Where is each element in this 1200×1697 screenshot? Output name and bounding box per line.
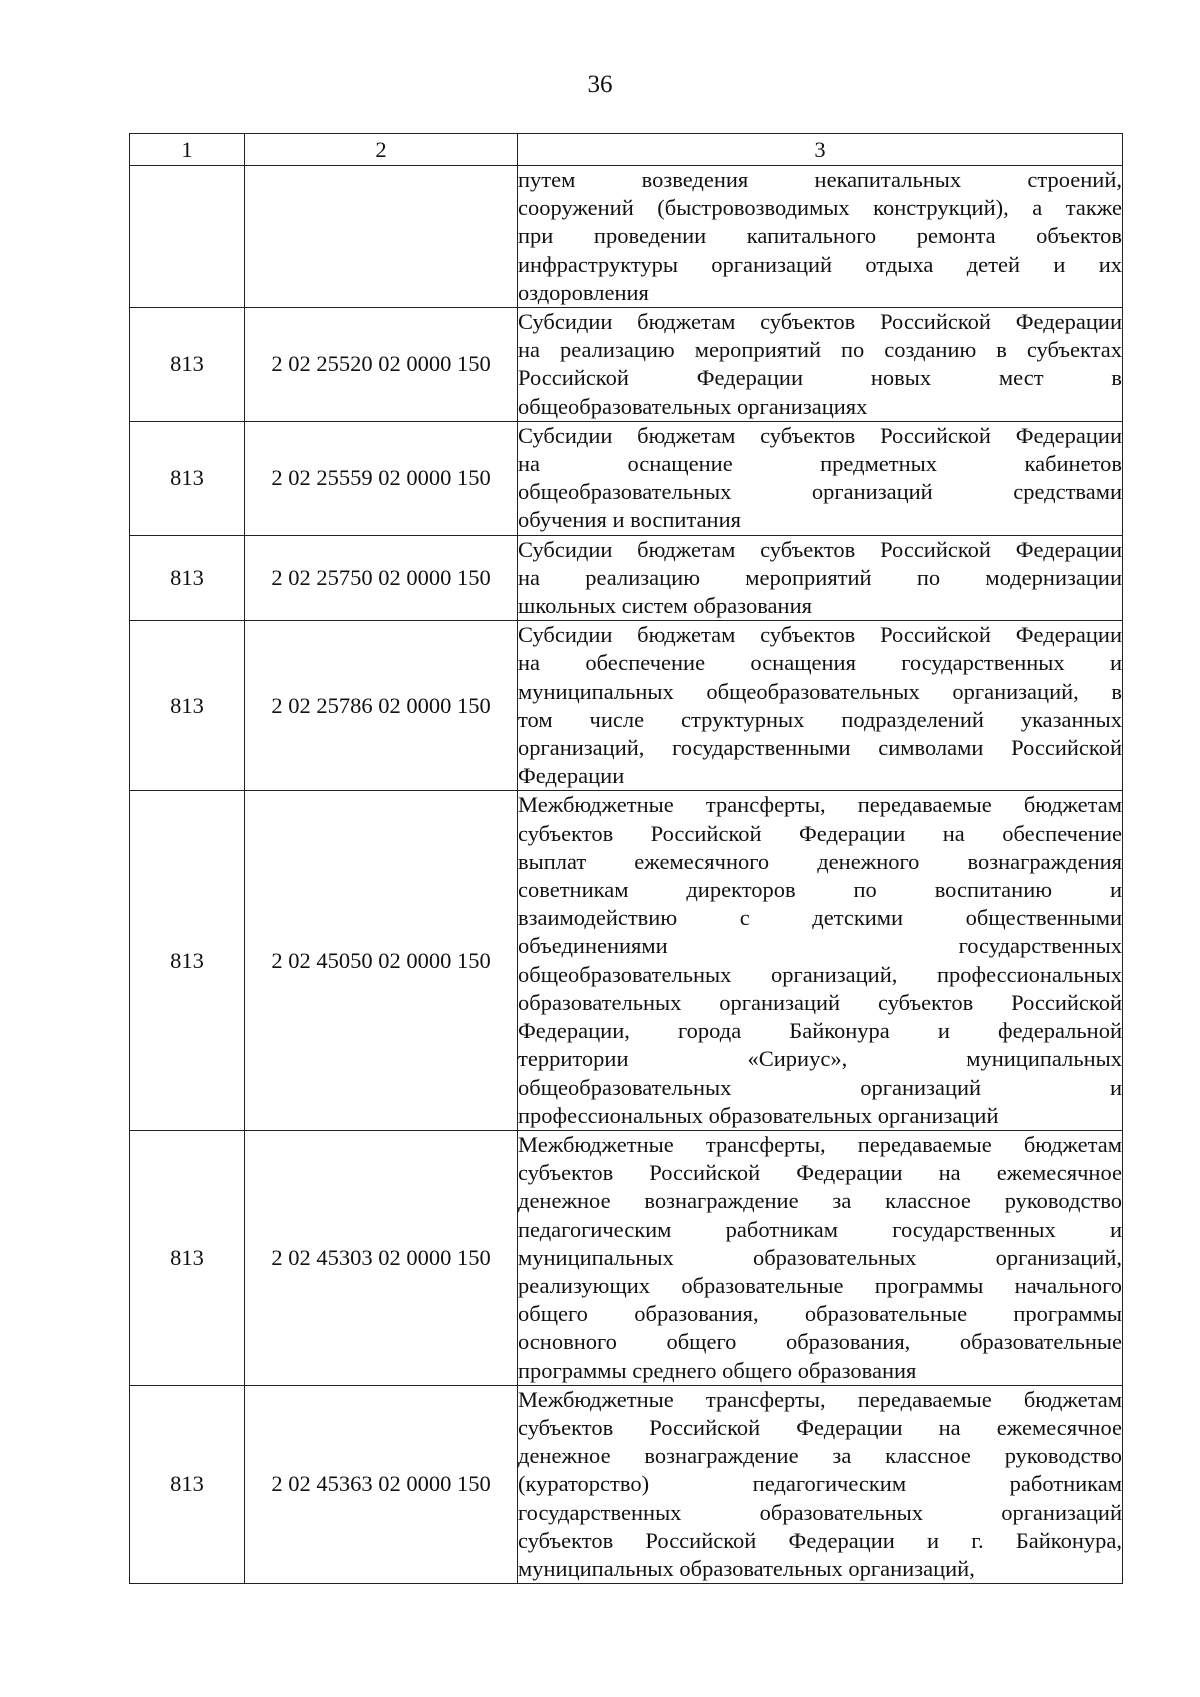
budget-code-cell	[245, 166, 518, 308]
description-line: сооружений (быстровозводимых конструкций), а также	[518, 195, 1122, 221]
description-line: Федерации, города Байконура и федеральной	[518, 1018, 1122, 1044]
description-line: обучения и воспитания	[518, 507, 741, 533]
header-col-3: 3	[518, 134, 1123, 166]
table-row	[130, 535, 1123, 621]
description-line: программы среднего общего образования	[518, 1357, 917, 1383]
admin-code-cell: 813	[130, 1385, 245, 1583]
budget-code-cell: 2 02 45303 02 0000 150	[245, 1130, 518, 1385]
table-row	[130, 166, 1123, 308]
description-line: государственных образовательных организаций	[518, 1499, 1122, 1525]
description-line: педагогическим работникам государственных и	[518, 1216, 1122, 1242]
description-line: выплат ежемесячного денежного вознаграждения	[518, 848, 1122, 874]
description-line: денежное вознаграждение за классное руководство	[518, 1443, 1122, 1469]
description-line: общеобразовательных организаций средствами	[518, 479, 1122, 505]
budget-code-cell: 2 02 45050 02 0000 150	[245, 791, 518, 1130]
budget-code-cell: 2 02 25559 02 0000 150	[245, 421, 518, 535]
admin-code-cell: 813	[130, 621, 245, 791]
description-line: взаимодействию с детскими общественными	[518, 905, 1122, 931]
description-line: Субсидии бюджетам субъектов Российской Федерации	[518, 422, 1122, 448]
description-line: муниципальных образовательных организаций,	[518, 1244, 1122, 1270]
admin-code-cell	[130, 166, 245, 308]
description-line: субъектов Российской Федерации и г. Байконура,	[518, 1527, 1122, 1553]
table-header-row	[130, 134, 1123, 166]
description-line: Межбюджетные трансферты, передаваемые бюджетам	[518, 1386, 1122, 1412]
admin-code-cell: 813	[130, 421, 245, 535]
description-line: денежное вознаграждение за классное руководство	[518, 1188, 1122, 1214]
admin-code-cell: 813	[130, 535, 245, 621]
description-line: при проведении капитального ремонта объектов	[518, 223, 1122, 249]
description-line: на обеспечение оснащения государственных и	[518, 650, 1122, 676]
description-line: муниципальных общеобразовательных организаций, в	[518, 678, 1122, 704]
description-line: Субсидии бюджетам субъектов Российской Федерации	[518, 536, 1122, 562]
description-cell	[518, 1130, 1123, 1385]
description-line: школьных систем образования	[518, 593, 812, 619]
budget-code-cell: 2 02 25520 02 0000 150	[245, 308, 518, 422]
admin-code-cell: 813	[130, 1130, 245, 1385]
description-line: муниципальных образовательных организаций,	[518, 1555, 975, 1581]
description-line: профессиональных образовательных организаций	[518, 1102, 999, 1128]
description-line: Федерации	[518, 763, 625, 789]
budget-classification-table	[129, 133, 1123, 1584]
description-line: субъектов Российской Федерации на ежемесячное	[518, 1160, 1122, 1186]
description-line: Российской Федерации новых мест в	[518, 365, 1122, 391]
description-cell	[518, 308, 1123, 422]
description-line: общего образования, образовательные программы	[518, 1301, 1122, 1327]
description-line: основного общего образования, образовательные	[518, 1329, 1122, 1355]
table-row	[130, 1130, 1123, 1385]
admin-code-cell: 813	[130, 791, 245, 1130]
description-line: организаций, государственными символами Российской	[518, 735, 1122, 761]
budget-code-cell: 2 02 25786 02 0000 150	[245, 621, 518, 791]
description-line: образовательных организаций субъектов Российской	[518, 989, 1122, 1015]
description-line: субъектов Российской Федерации на обеспечение	[518, 820, 1122, 846]
header-col-2: 2	[245, 134, 518, 166]
description-line: общеобразовательных организаций, профессиональных	[518, 961, 1122, 987]
description-line: на оснащение предметных кабинетов	[518, 451, 1122, 477]
description-line: Межбюджетные трансферты, передаваемые бюджетам	[518, 1131, 1122, 1157]
description-line: реализующих образовательные программы начального	[518, 1272, 1122, 1298]
budget-code-cell: 2 02 25750 02 0000 150	[245, 535, 518, 621]
description-cell	[518, 535, 1123, 621]
budget-code-cell: 2 02 45363 02 0000 150	[245, 1385, 518, 1583]
table-row	[130, 1385, 1123, 1583]
description-line: Субсидии бюджетам субъектов Российской Федерации	[518, 622, 1122, 648]
description-line: (кураторство) педагогическим работникам	[518, 1471, 1122, 1497]
description-line: на реализацию мероприятий по созданию в субъектах	[518, 337, 1122, 363]
description-line: Межбюджетные трансферты, передаваемые бюджетам	[518, 792, 1122, 818]
table-row	[130, 421, 1123, 535]
description-cell	[518, 1385, 1123, 1583]
description-line: объединениями государственных	[518, 933, 1122, 959]
description-line: путем возведения некапитальных строений,	[518, 167, 1122, 192]
description-line: общеобразовательных организаций и	[518, 1074, 1122, 1100]
table-row	[130, 308, 1123, 422]
description-line: территории «Сириус», муниципальных	[518, 1046, 1122, 1072]
page-number: 36	[587, 71, 613, 98]
description-line: на реализацию мероприятий по модернизации	[518, 564, 1122, 590]
description-line: инфраструктуры организаций отдыха детей и их	[518, 251, 1122, 277]
description-cell	[518, 166, 1123, 308]
description-line: оздоровления	[518, 279, 649, 305]
description-line: том числе структурных подразделений указанных	[518, 706, 1122, 732]
description-line: общеобразовательных организациях	[518, 393, 868, 419]
description-line: Субсидии бюджетам субъектов Российской Федерации	[518, 309, 1122, 335]
description-line: советникам директоров по воспитанию и	[518, 877, 1122, 903]
table-row	[130, 621, 1123, 791]
table-row	[130, 791, 1123, 1130]
description-line: субъектов Российской Федерации на ежемесячное	[518, 1414, 1122, 1440]
description-cell	[518, 421, 1123, 535]
header-col-1: 1	[130, 134, 245, 166]
admin-code-cell: 813	[130, 308, 245, 422]
description-cell	[518, 621, 1123, 791]
description-cell	[518, 791, 1123, 1130]
